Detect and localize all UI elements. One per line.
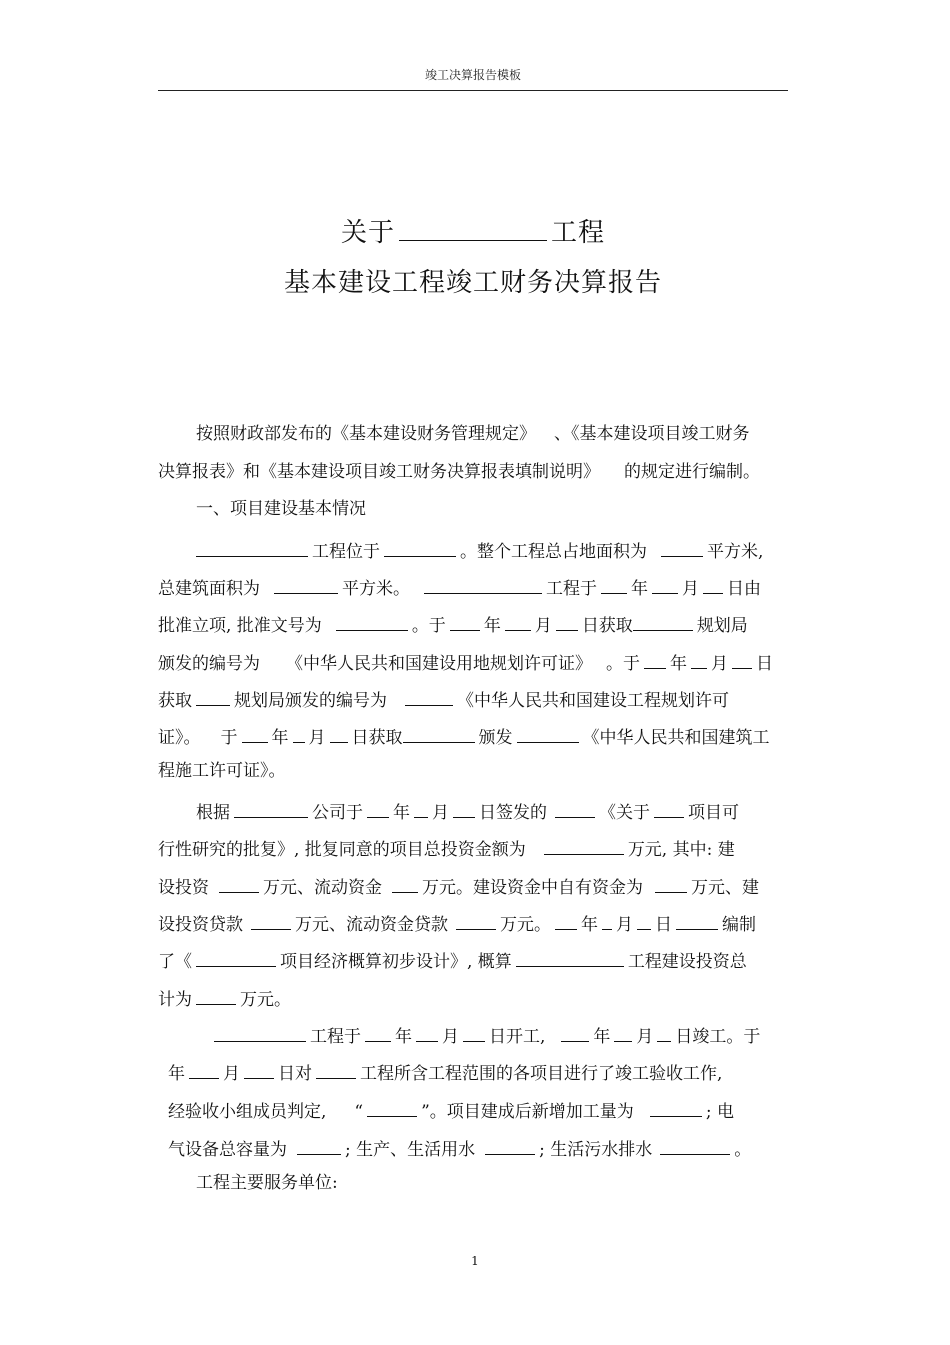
text-segment: 于 bbox=[220, 727, 238, 748]
blank bbox=[392, 874, 418, 893]
blank bbox=[505, 612, 531, 631]
text-segment: 、《基本建设项目竣工财务 bbox=[554, 424, 750, 444]
body-line-18 bbox=[168, 1060, 722, 1084]
blank bbox=[336, 612, 408, 631]
body-line-15 bbox=[158, 948, 747, 972]
body-line-20 bbox=[168, 1136, 751, 1160]
body-line-19 bbox=[168, 1098, 734, 1122]
body-line-21: 工程主要服务单位: bbox=[196, 1173, 338, 1193]
body-line-13 bbox=[158, 874, 759, 898]
text-segment: 编制 bbox=[722, 914, 756, 935]
text-segment: 年 bbox=[393, 802, 410, 823]
blank bbox=[414, 799, 428, 818]
page-number: 1 bbox=[471, 1254, 479, 1268]
blank bbox=[214, 1023, 306, 1042]
body-line-8 bbox=[158, 687, 729, 711]
text-segment: 平方米, bbox=[707, 541, 764, 562]
blank bbox=[655, 874, 687, 893]
title-suffix: 工程 bbox=[551, 218, 606, 248]
blank bbox=[644, 650, 666, 669]
blank bbox=[485, 1136, 535, 1155]
text-segment: 日开工, bbox=[489, 1026, 546, 1047]
body-line-2 bbox=[158, 462, 760, 482]
blank bbox=[424, 575, 542, 594]
blank bbox=[516, 948, 624, 967]
text-segment: 《中华人民共和国建筑工 bbox=[582, 727, 770, 748]
blank bbox=[196, 687, 230, 706]
text-segment: 工程建设投资总 bbox=[627, 951, 747, 972]
blank bbox=[661, 538, 703, 557]
blank bbox=[330, 724, 348, 743]
body-line-16 bbox=[158, 986, 291, 1010]
blank bbox=[367, 799, 389, 818]
section-heading: 一、项目建设基本情况 bbox=[196, 499, 366, 519]
blank bbox=[244, 1060, 274, 1079]
blank bbox=[297, 1136, 341, 1155]
blank bbox=[242, 724, 268, 743]
blank bbox=[601, 575, 627, 594]
body-line-14 bbox=[158, 911, 756, 935]
text-segment: 公司于 bbox=[312, 802, 363, 823]
text-segment: 颁发 bbox=[478, 727, 513, 748]
text-segment: 总建筑面积为 bbox=[158, 578, 260, 599]
blank bbox=[234, 799, 308, 818]
text-segment: 万元、流动资金贷款 bbox=[295, 914, 448, 935]
blank bbox=[189, 1060, 219, 1079]
body-line-9 bbox=[158, 724, 770, 748]
blank bbox=[365, 1023, 391, 1042]
body-line-5 bbox=[158, 575, 761, 599]
text-segment: 日竣工。于 bbox=[675, 1026, 761, 1047]
text-segment: 工程于 bbox=[546, 578, 597, 599]
text-segment: 日对 bbox=[278, 1063, 312, 1084]
text-segment: 《中华人民共和国建设用地规划许可证》 bbox=[286, 653, 592, 674]
blank bbox=[555, 911, 577, 930]
text-segment: 。于 bbox=[606, 653, 640, 674]
blank bbox=[676, 911, 718, 930]
text-segment: 日由 bbox=[727, 578, 761, 599]
text-segment: 月 bbox=[636, 1026, 654, 1047]
body-line-11 bbox=[196, 799, 739, 823]
text-segment: 平方米。 bbox=[342, 578, 410, 599]
text-segment: 项目可 bbox=[688, 802, 739, 823]
text-segment: 日 bbox=[756, 653, 773, 674]
text-segment: 年 bbox=[168, 1063, 185, 1084]
title-prefix: 关于 bbox=[340, 218, 395, 248]
text-segment: ; 生活污水排水 bbox=[539, 1139, 653, 1160]
text-segment: 月 bbox=[711, 653, 728, 674]
blank bbox=[660, 1136, 730, 1155]
text-segment: 计为 bbox=[158, 989, 192, 1010]
text-segment: 日获取 bbox=[581, 615, 633, 636]
text-segment: 日签发的 bbox=[479, 802, 547, 823]
blank bbox=[367, 1098, 417, 1117]
text-segment: 批准立项, 批准文号为 bbox=[158, 615, 322, 636]
text-segment: 。于 bbox=[411, 615, 446, 636]
text-segment: 工程位于 bbox=[312, 541, 380, 562]
text-segment: 气设备总容量为 bbox=[168, 1139, 287, 1160]
text-segment: 工程所含工程范围的各项目进行了竣工验收工作, bbox=[360, 1063, 723, 1084]
text-segment: 年 bbox=[593, 1026, 611, 1047]
text-segment: 月 bbox=[308, 727, 326, 748]
text-segment: 经验收小组成员判定, bbox=[168, 1101, 327, 1122]
text-segment: 获取 bbox=[158, 690, 192, 711]
blank bbox=[196, 948, 276, 967]
body-line-6 bbox=[158, 612, 748, 636]
body-line-17 bbox=[214, 1023, 760, 1047]
text-segment: 月 bbox=[432, 802, 449, 823]
blank bbox=[251, 911, 291, 930]
text-segment: 设投资贷款 bbox=[158, 914, 243, 935]
blank bbox=[219, 874, 259, 893]
text-segment: 年 bbox=[483, 615, 501, 636]
text-segment: 月 bbox=[616, 914, 633, 935]
text-segment: 规划局颁发的编号为 bbox=[234, 690, 387, 711]
text-segment: 。整个工程总占地面积为 bbox=[460, 541, 647, 562]
blank bbox=[416, 1023, 438, 1042]
blank bbox=[453, 799, 475, 818]
blank bbox=[274, 575, 338, 594]
blank bbox=[293, 724, 305, 743]
blank bbox=[561, 1023, 589, 1042]
text-segment: 根据 bbox=[196, 802, 230, 823]
running-header: 竣工决算报告模板 bbox=[424, 68, 521, 82]
blank bbox=[403, 724, 475, 743]
blank bbox=[732, 650, 752, 669]
text-segment: 规划局 bbox=[696, 615, 748, 636]
title-line-1 bbox=[158, 212, 788, 249]
blank bbox=[654, 799, 684, 818]
text-segment: 了《 bbox=[158, 951, 192, 972]
text-segment: 万元、流动资金 bbox=[263, 877, 382, 898]
text-segment: 年 bbox=[670, 653, 687, 674]
title-project-blank bbox=[399, 213, 547, 241]
blank bbox=[691, 650, 707, 669]
blank bbox=[633, 612, 693, 631]
text-segment: 万元。 bbox=[500, 914, 551, 935]
text-segment: 决算报表》和《基本建设项目竣工财务决算报表填制说明》 bbox=[158, 462, 600, 482]
text-segment: 。 bbox=[734, 1139, 752, 1160]
blank bbox=[517, 724, 579, 743]
text-segment: 项目经济概算初步设计》, 概算 bbox=[280, 951, 512, 972]
text-segment: ; 电 bbox=[705, 1101, 734, 1122]
text-segment: 工程于 bbox=[310, 1026, 361, 1047]
text-segment: ; 生产、生活用水 bbox=[345, 1139, 476, 1160]
body-line-1 bbox=[196, 424, 750, 444]
blank bbox=[456, 911, 496, 930]
text-segment: 日 bbox=[655, 914, 672, 935]
blank bbox=[544, 836, 624, 855]
text-segment: 《中华人民共和国建设工程规划许可 bbox=[457, 690, 729, 711]
blank bbox=[614, 1023, 632, 1042]
blank bbox=[463, 1023, 485, 1042]
body-line-7 bbox=[158, 650, 773, 674]
text-segment: 万元。 bbox=[240, 989, 291, 1010]
title-line-2: 基本建设工程竣工财务决算报告 bbox=[283, 268, 662, 298]
text-segment: 行性研究的批复》, 批复同意的项目总投资金额为 bbox=[158, 839, 526, 860]
blank bbox=[652, 575, 678, 594]
body-line-4 bbox=[196, 538, 763, 562]
text-segment: ”。项目建成后新增加工量为 bbox=[421, 1101, 634, 1122]
text-segment: 万元, 其中: 建 bbox=[627, 839, 735, 860]
text-segment: 设投资 bbox=[158, 877, 209, 898]
blank bbox=[650, 1098, 702, 1117]
blank bbox=[556, 612, 578, 631]
text-segment: 万元、建 bbox=[691, 877, 759, 898]
text-segment: 日获取 bbox=[351, 727, 403, 748]
text-segment: 年 bbox=[395, 1026, 412, 1047]
blank bbox=[384, 538, 456, 557]
text-segment: 年 bbox=[581, 914, 598, 935]
blank bbox=[703, 575, 723, 594]
text-segment: 月 bbox=[223, 1063, 240, 1084]
text-segment: 万元。建设资金中自有资金为 bbox=[422, 877, 643, 898]
blank bbox=[196, 986, 236, 1005]
body-line-10: 程施工许可证》。 bbox=[158, 761, 286, 781]
text-segment: “ bbox=[354, 1101, 364, 1122]
text-segment: 年 bbox=[271, 727, 289, 748]
text-segment: 颁发的编号为 bbox=[158, 653, 260, 674]
blank bbox=[316, 1060, 356, 1079]
blank bbox=[555, 799, 595, 818]
blank bbox=[602, 911, 612, 930]
text-segment: 《关于 bbox=[599, 802, 650, 823]
text-segment: 月 bbox=[442, 1026, 459, 1047]
body-line-12 bbox=[158, 836, 735, 860]
text-segment: 按照财政部发布的《基本建设财务管理规定》 bbox=[196, 424, 536, 444]
text-segment: 月 bbox=[534, 615, 552, 636]
blank bbox=[450, 612, 480, 631]
header-rule bbox=[158, 90, 788, 91]
blank bbox=[637, 911, 651, 930]
text-segment: 年 bbox=[631, 578, 648, 599]
text-segment: 月 bbox=[682, 578, 699, 599]
blank bbox=[405, 687, 453, 706]
blank bbox=[657, 1023, 671, 1042]
text-segment: 的规定进行编制。 bbox=[624, 462, 760, 482]
blank bbox=[196, 538, 308, 557]
text-segment: 证》。 bbox=[158, 727, 201, 748]
